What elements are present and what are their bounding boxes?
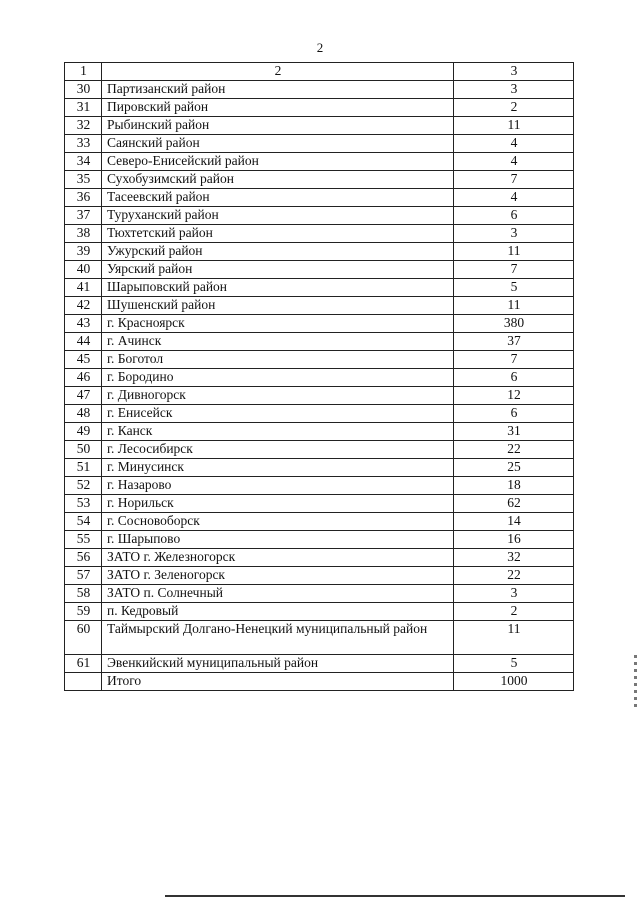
row-value: 4 xyxy=(454,135,574,153)
row-name: Северо-Енисейский район xyxy=(102,153,454,171)
row-number: 37 xyxy=(65,207,102,225)
row-value: 6 xyxy=(454,207,574,225)
bottom-rule xyxy=(165,895,625,897)
row-name: Эвенкийский муниципальный район xyxy=(102,655,454,673)
row-value: 25 xyxy=(454,459,574,477)
table-row xyxy=(65,153,574,171)
table-row xyxy=(65,405,574,423)
row-number: 47 xyxy=(65,387,102,405)
row-value: 11 xyxy=(454,297,574,315)
row-number: 51 xyxy=(65,459,102,477)
row-number: 31 xyxy=(65,99,102,117)
row-number: 42 xyxy=(65,297,102,315)
row-value: 14 xyxy=(454,513,574,531)
row-number: 36 xyxy=(65,189,102,207)
row-value: 31 xyxy=(454,423,574,441)
total-value: 1000 xyxy=(454,673,574,691)
row-name: г. Сосновоборск xyxy=(102,513,454,531)
row-value: 37 xyxy=(454,333,574,351)
row-name: г. Ачинск xyxy=(102,333,454,351)
row-number: 55 xyxy=(65,531,102,549)
table-row xyxy=(65,369,574,387)
row-name: Тюхтетский район xyxy=(102,225,454,243)
row-name: Уярский район xyxy=(102,261,454,279)
total-number xyxy=(65,673,102,691)
allocation-table xyxy=(64,62,574,691)
row-name: Шушенский район xyxy=(102,297,454,315)
header-col-3: 3 xyxy=(454,63,574,81)
row-value: 5 xyxy=(454,279,574,297)
row-number: 45 xyxy=(65,351,102,369)
table-row xyxy=(65,315,574,333)
row-name: Рыбинский район xyxy=(102,117,454,135)
row-number: 38 xyxy=(65,225,102,243)
row-number: 59 xyxy=(65,603,102,621)
row-number: 54 xyxy=(65,513,102,531)
row-number: 50 xyxy=(65,441,102,459)
row-value: 11 xyxy=(454,243,574,261)
row-number: 49 xyxy=(65,423,102,441)
table-row xyxy=(65,603,574,621)
row-name: ЗАТО г. Железногорск xyxy=(102,549,454,567)
row-name: г. Канск xyxy=(102,423,454,441)
table-row xyxy=(65,225,574,243)
row-name: Партизанский район xyxy=(102,81,454,99)
row-number: 41 xyxy=(65,279,102,297)
row-number: 32 xyxy=(65,117,102,135)
row-value: 6 xyxy=(454,369,574,387)
row-value: 62 xyxy=(454,495,574,513)
row-value: 32 xyxy=(454,549,574,567)
row-value: 22 xyxy=(454,567,574,585)
row-name: г. Боготол xyxy=(102,351,454,369)
row-name: Шарыповский район xyxy=(102,279,454,297)
row-name: Пировский район xyxy=(102,99,454,117)
page-number: 2 xyxy=(316,40,324,55)
row-name: г. Назарово xyxy=(102,477,454,495)
table-row xyxy=(65,99,574,117)
table-row xyxy=(65,243,574,261)
row-number: 56 xyxy=(65,549,102,567)
row-value: 16 xyxy=(454,531,574,549)
table-row xyxy=(65,351,574,369)
table-row xyxy=(65,117,574,135)
row-value: 4 xyxy=(454,153,574,171)
row-name: г. Шарыпово xyxy=(102,531,454,549)
row-value: 7 xyxy=(454,261,574,279)
row-number: 53 xyxy=(65,495,102,513)
row-value: 11 xyxy=(454,621,574,655)
row-name: ЗАТО г. Зеленогорск xyxy=(102,567,454,585)
row-number: 44 xyxy=(65,333,102,351)
row-number: 39 xyxy=(65,243,102,261)
row-number: 46 xyxy=(65,369,102,387)
table-row xyxy=(65,567,574,585)
table-row xyxy=(65,585,574,603)
row-name: Саянский район xyxy=(102,135,454,153)
row-name: Сухобузимский район xyxy=(102,171,454,189)
header-col-1: 1 xyxy=(65,63,102,81)
row-number: 30 xyxy=(65,81,102,99)
row-value: 22 xyxy=(454,441,574,459)
row-name: г. Лесосибирск xyxy=(102,441,454,459)
table-header-row xyxy=(65,63,574,81)
row-value: 5 xyxy=(454,655,574,673)
table-row xyxy=(65,81,574,99)
total-label: Итого xyxy=(102,673,454,691)
row-name: г. Бородино xyxy=(102,369,454,387)
table-row xyxy=(65,423,574,441)
row-number: 60 xyxy=(65,621,102,655)
table-row xyxy=(65,441,574,459)
table-row xyxy=(65,261,574,279)
table-row xyxy=(65,333,574,351)
row-number: 34 xyxy=(65,153,102,171)
row-value: 4 xyxy=(454,189,574,207)
table-row xyxy=(65,387,574,405)
row-value: 2 xyxy=(454,603,574,621)
row-number: 58 xyxy=(65,585,102,603)
table-row xyxy=(65,135,574,153)
row-name: г. Енисейск xyxy=(102,405,454,423)
row-name: г. Дивногорск xyxy=(102,387,454,405)
row-number: 52 xyxy=(65,477,102,495)
row-number: 43 xyxy=(65,315,102,333)
table-row xyxy=(65,655,574,673)
row-number: 48 xyxy=(65,405,102,423)
table-row xyxy=(65,297,574,315)
table-row xyxy=(65,495,574,513)
row-value: 3 xyxy=(454,81,574,99)
row-value: 3 xyxy=(454,225,574,243)
row-name: Таймырский Долгано-Ненецкий муниципальный район xyxy=(102,621,454,655)
total-row xyxy=(65,673,574,691)
table-row xyxy=(65,207,574,225)
table-row xyxy=(65,171,574,189)
scan-edge-mark xyxy=(634,655,637,710)
table-row xyxy=(65,621,574,655)
row-name: г. Норильск xyxy=(102,495,454,513)
row-value: 380 xyxy=(454,315,574,333)
table-row xyxy=(65,279,574,297)
table-row xyxy=(65,513,574,531)
row-value: 2 xyxy=(454,99,574,117)
row-value: 11 xyxy=(454,117,574,135)
row-value: 7 xyxy=(454,351,574,369)
row-number: 61 xyxy=(65,655,102,673)
table-row xyxy=(65,549,574,567)
row-value: 6 xyxy=(454,405,574,423)
header-col-2: 2 xyxy=(102,63,454,81)
row-value: 3 xyxy=(454,585,574,603)
table-row xyxy=(65,531,574,549)
row-name: Туруханский район xyxy=(102,207,454,225)
row-name: Ужурский район xyxy=(102,243,454,261)
row-name: г. Красноярск xyxy=(102,315,454,333)
row-name: г. Минусинск xyxy=(102,459,454,477)
row-value: 7 xyxy=(454,171,574,189)
row-number: 57 xyxy=(65,567,102,585)
row-number: 33 xyxy=(65,135,102,153)
table-row xyxy=(65,477,574,495)
table-row xyxy=(65,189,574,207)
row-value: 18 xyxy=(454,477,574,495)
row-number: 40 xyxy=(65,261,102,279)
row-name: ЗАТО п. Солнечный xyxy=(102,585,454,603)
row-name: п. Кедровый xyxy=(102,603,454,621)
row-name: Тасеевский район xyxy=(102,189,454,207)
table-row xyxy=(65,459,574,477)
row-value: 12 xyxy=(454,387,574,405)
row-number: 35 xyxy=(65,171,102,189)
